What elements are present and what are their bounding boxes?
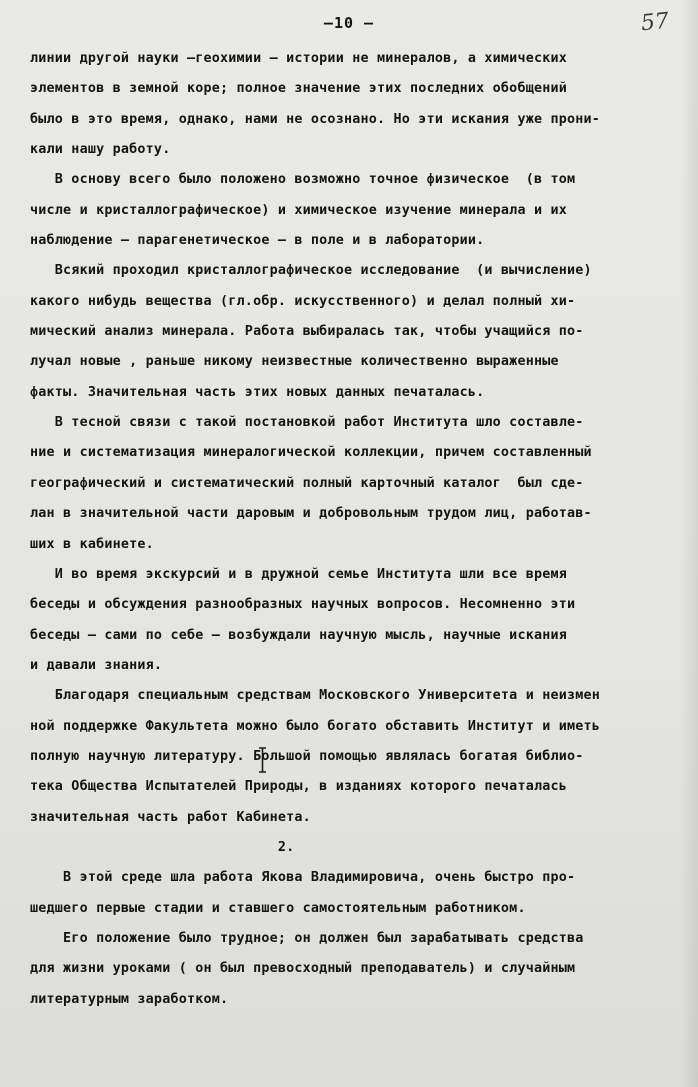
text-line: элементов в земной коре; полное значение этих последних обобщений <box>30 81 568 97</box>
text-line: географический и систематический полный карточный каталог был сде- <box>30 475 584 491</box>
text-line: ние и систематизация минералогической коллекции, причем составленный <box>30 445 592 461</box>
page-number: —10 — <box>323 14 375 32</box>
text-line: Его положение было трудное; он должен был зарабатывать средства <box>30 930 584 946</box>
text-line: лучал новые , раньше никому неизвестные количественно выраженные <box>30 354 559 370</box>
text-line: литературным заработком. <box>30 991 229 1007</box>
text-line: мический анализ минерала. Работа выбиралась так, чтобы учащийся по- <box>30 324 584 340</box>
text-line: было в это время, однако, нами не осознано. Но эти искания уже прони- <box>30 111 601 127</box>
text-line: В тесной связи с такой постановкой работ Института шло составле- <box>30 415 584 431</box>
text-line: Благодаря специальным средствам Московского Университета и неизмен <box>30 688 601 704</box>
text-cursor-icon <box>258 747 267 773</box>
text-line: значительная часть работ Кабинета. <box>30 809 311 825</box>
text-line: беседы — сами по себе — возбуждали научную мысль, научные искания <box>30 627 568 643</box>
text-line: И во время экскурсий и в дружной семье Института шли все время <box>30 566 568 582</box>
text-line: лан в значительной части даровым и добровольным трудом лиц, работав- <box>30 506 592 522</box>
text-line: и давали знания. <box>30 657 163 673</box>
text-line: ших в кабинете. <box>30 536 154 552</box>
text-line: 2. <box>30 839 295 855</box>
text-line: полную научную литературу. Большой помощью являлась богатая библио- <box>30 748 584 764</box>
typewritten-text <box>30 44 682 1015</box>
text-line: для жизни уроками ( он был превосходный преподаватель) и случайным <box>30 961 576 977</box>
text-line: кали нашу работу. <box>30 142 171 158</box>
text-line: какого нибудь вещества (гл.обр. искусственного) и делал полный хи- <box>30 293 576 309</box>
text-line: В этой среде шла работа Якова Владимировича, очень быстро про- <box>30 870 576 886</box>
text-line: Всякий проходил кристаллографическое исследование (и вычисление) <box>30 263 592 279</box>
text-line: В основу всего было положено возможно точное физическое (в том <box>30 172 576 188</box>
text-line: числе и кристаллографическое) и химическое изучение минерала и их <box>30 202 568 218</box>
text-line: беседы и обсуждения разнообразных научных вопросов. Несомненно эти <box>30 597 576 613</box>
text-line: факты. Значительная часть этих новых данных печаталась. <box>30 384 485 400</box>
text-line: линии другой науки —геохимии — истории не минералов, а химических <box>30 51 568 66</box>
handwritten-page-mark: 57 <box>639 8 671 37</box>
text-line: ной поддержке Факультета можно было богато обставить Институт и иметь <box>30 718 601 734</box>
text-line: тека Общества Испытателей Природы, в изданиях которого печаталась <box>30 779 568 795</box>
text-line: наблюдение — парагенетическое — в поле и в лаборатории. <box>30 233 485 249</box>
text-line: шедшего первые стадии и ставшего самостоятельным работником. <box>30 900 526 916</box>
